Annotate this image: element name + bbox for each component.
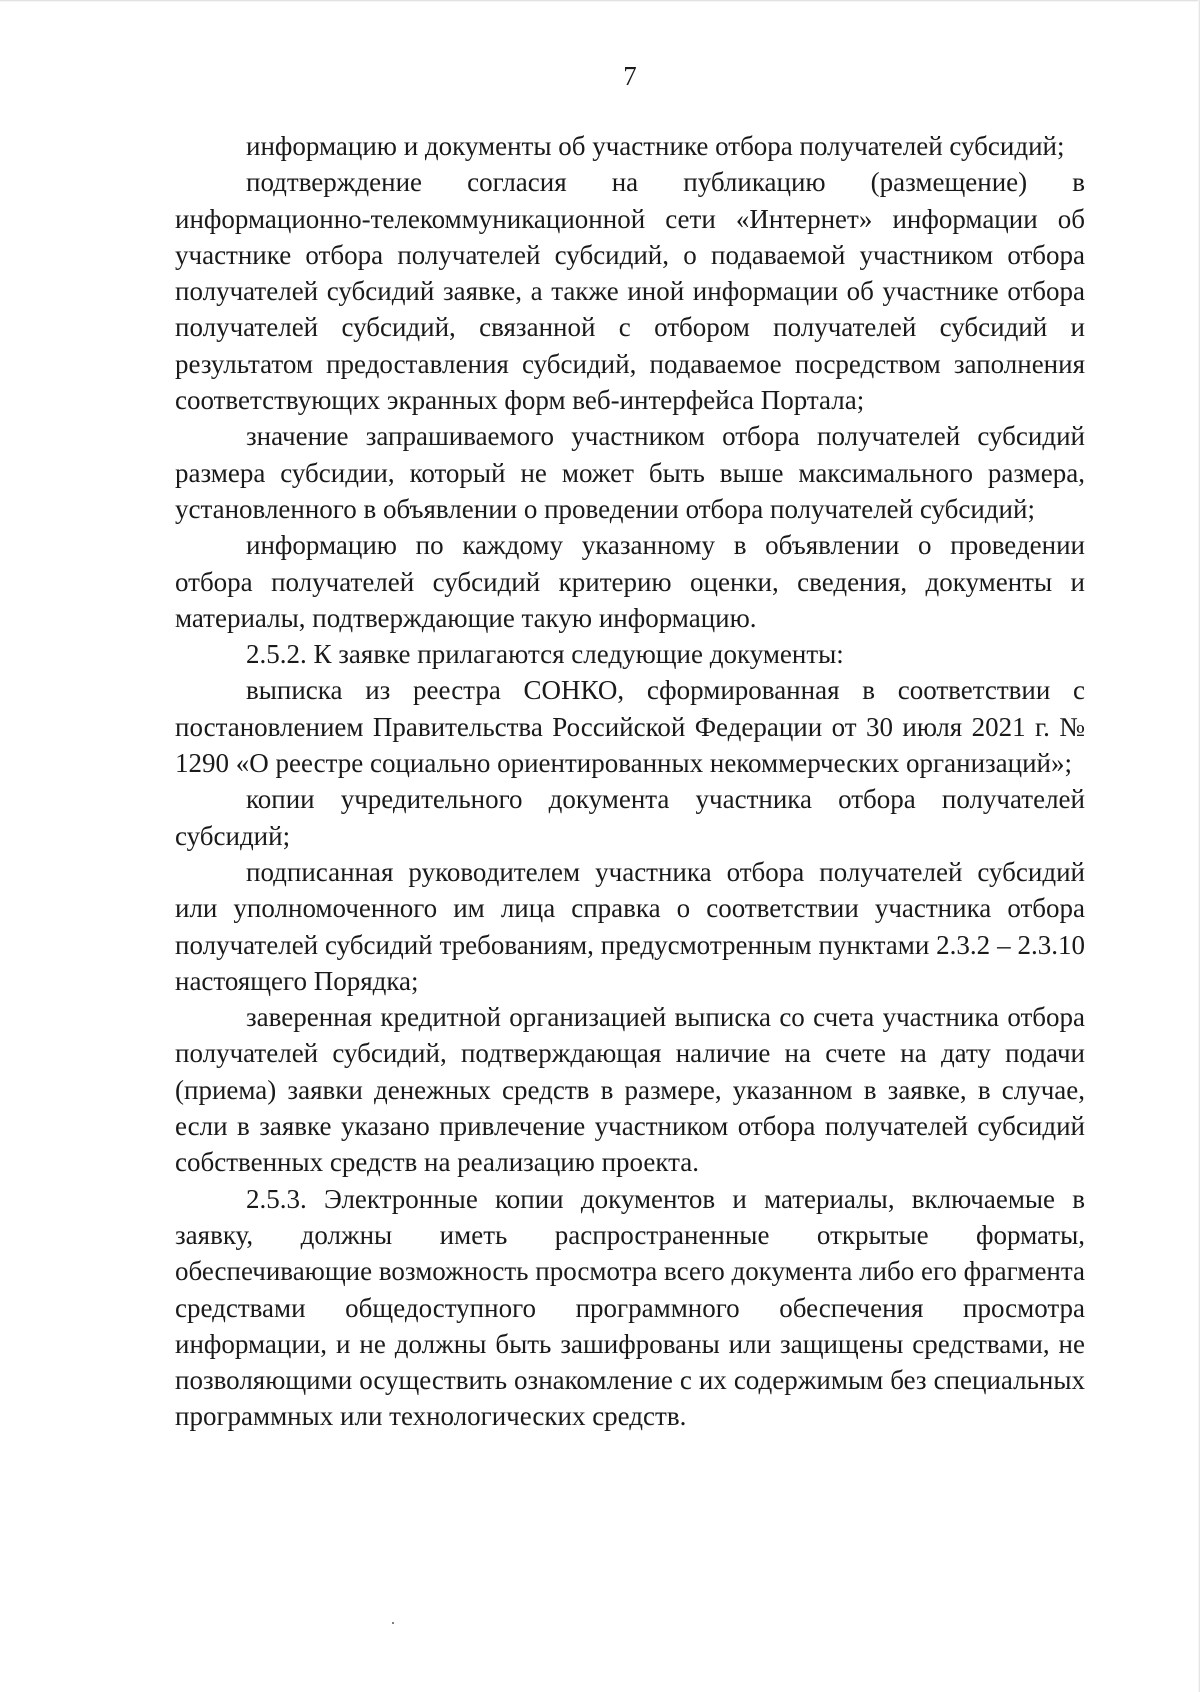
paragraph-evaluation-criteria: информацию по каждому указанному в объявлении о проведении отбора получателей субсидий критерию оценки, сведения, документы и материалы, подтверждающие такую информацию. [175,530,1085,633]
paragraph-applicant-info: информацию и документы об участнике отбора получателей субсидий; [246,131,1065,161]
document-body [175,128,1085,1435]
paragraph-compliance-certificate: подписанная руководителем участника отбора получателей субсидий или уполномоченного им лица справка о соответствии участника отбора получателей субсидий требованиям, предусмотренным пунктами 2.3.2 – 2.3.10 настоящего Порядка; [175,856,1085,996]
paragraph-founding-documents: копии учредительного документа участника отбора получателей субсидий; [175,784,1085,851]
paragraph-sonko-extract: выписка из реестра СОНКО, сформированная в соответствии с постановлением Правительства Российской Федерации от 30 июля 2021 г. № 1290 «О реестре социально ориентированных некоммерческих организаций»; [175,675,1085,779]
paragraph-subsidy-amount: значение запрашиваемого участником отбора получателей субсидий размера субсидии, который не может быть выше максимального размера, установленного в объявлении о проведении отбора получателей субсидий; [175,421,1085,524]
scan-edge-top [0,0,1200,2]
paragraph-section-2-5-2: 2.5.2. К заявке прилагаются следующие документы: [246,639,844,670]
scan-speck [392,1622,394,1624]
paragraph-publication-consent: подтверждение согласия на публикацию (размещение) в информационно-телекоммуникационной сети «Интернет» информации об участнике отбора получателей субсидий, о подаваемой участником отбора получателей субсидий заявке, а также иной информации об участнике отбора получателей субсидий, связанной с отбором получателей субсидий и результатом предоставления субсидий, подаваемое посредством заполнения соответствующих экранных форм веб-интерфейса Портала; [175,167,1085,416]
paragraph-bank-statement: заверенная кредитной организацией выписка со счета участника отбора получателей субсидий, подтверждающая наличие на счете на дату подачи (приема) заявки денежных средств в размере, указанном в заявке, в случае, если в заявке указано привлечение участником отбора получателей субсидий собственных средств на реализацию проекта. [175,1002,1085,1178]
paragraph-section-2-5-3: 2.5.3. Электронные копии документов и материалы, включаемые в заявку, должны иметь распространенные открытые форматы, обеспечивающие возможность просмотра всего документа либо его фрагмента средствами общедоступного программного обеспечения просмотра информации, и не должны быть зашифрованы или защищены средствами, не позволяющими осуществить ознакомление с их содержимым без специальных программных или технологических средств. [175,1183,1085,1432]
page-number: 7 [623,61,637,91]
